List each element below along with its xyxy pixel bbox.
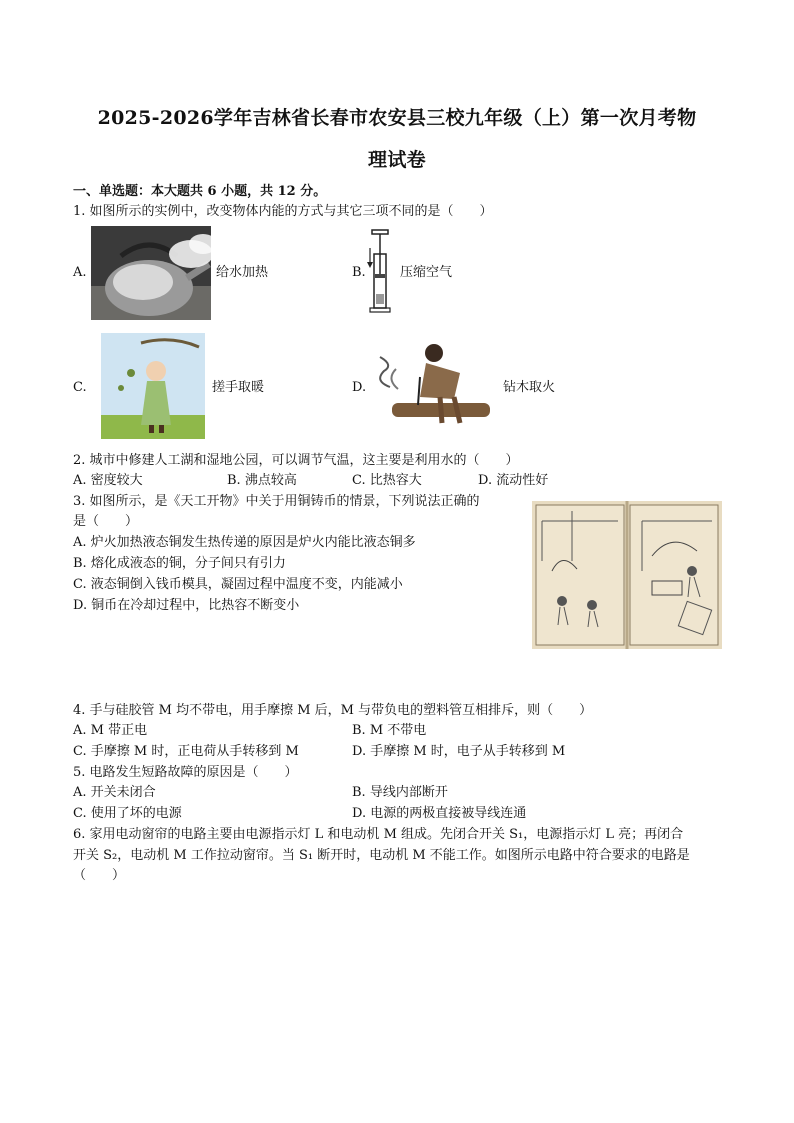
paper-title-line1: 2025-2026学年吉林省长春市农安县三校九年级（上）第一次月考物 xyxy=(97,107,697,129)
q4-stem: 4. 手与硅胶管 M 均不带电，用手摩擦 M 后，M 与带负电的塑料管互相排斥，则（ ） xyxy=(73,703,593,718)
q1-option-c-letter: C. xyxy=(73,380,87,395)
q4-option-d: D. 手摩擦 M 时，电子从手转移到 M xyxy=(352,744,566,759)
q1-option-d-letter: D. xyxy=(352,380,367,395)
drill-wood-fire-image xyxy=(370,337,498,429)
rubbing-hands-image xyxy=(101,333,205,439)
q6-stem-line1: 6. 家用电动窗帘的电路主要由电源指示灯 L 和电动机 M 组成。先闭合开关 S₁，电源指示灯 L 亮；再闭合 xyxy=(73,827,684,842)
q5-option-c: C. 使用了坏的电源 xyxy=(73,806,182,821)
q3-stem-line2: 是（ ） xyxy=(73,514,139,529)
q6-stem-line2: 开关 S₂，电动机 M 工作拉动窗帘。当 S₁ 断开时，电动机 M 不能工作。如图所示电路中符合要求的电路是 xyxy=(73,848,690,863)
q1-option-d-caption: 钻木取火 xyxy=(503,380,556,395)
q3-stem-line1: 3. 如图所示，是《天工开物》中关于用铜铸币的情景，下列说法正确的 xyxy=(73,494,480,509)
q4-option-b: B. M 不带电 xyxy=(352,723,427,738)
paper-title-line2: 理试卷 xyxy=(368,149,426,171)
q5-option-a: A. 开关未闭合 xyxy=(73,785,156,800)
q5-stem: 5. 电路发生短路故障的原因是（ ） xyxy=(73,765,298,780)
q1-option-a-letter: A. xyxy=(73,265,87,280)
q1-option-a-caption: 给水加热 xyxy=(216,265,269,280)
pump-cylinder-image xyxy=(366,228,396,316)
q1-stem: 1. 如图所示的实例中，改变物体内能的方式与其它三项不同的是（ ） xyxy=(73,204,493,219)
q3-option-b: B. 熔化成液态的铜，分子间只有引力 xyxy=(73,556,286,571)
q6-stem-line3: （ ） xyxy=(73,868,126,883)
tiangong-kaiwu-illustration xyxy=(532,501,722,649)
q2-option-c: C. 比热容大 xyxy=(352,473,422,488)
q1-option-c-caption: 搓手取暖 xyxy=(212,380,265,395)
q3-option-d: D. 铜币在冷却过程中，比热容不断变小 xyxy=(73,598,300,613)
q2-option-d: D. 流动性好 xyxy=(478,473,549,488)
q4-option-c: C. 手摩擦 M 时，正电荷从手转移到 M xyxy=(73,744,299,759)
q2-option-b: B. 沸点较高 xyxy=(227,473,297,488)
q3-option-a: A. 炉火加热液态铜发生热传递的原因是炉火内能比液态铜多 xyxy=(73,535,416,550)
q5-option-d: D. 电源的两极直接被导线连通 xyxy=(352,806,527,821)
q1-option-b-letter: B. xyxy=(352,265,366,280)
q3-option-c: C. 液态铜倒入钱币模具，凝固过程中温度不变，内能减小 xyxy=(73,577,403,592)
q2-option-a: A. 密度较大 xyxy=(73,473,143,488)
q4-option-a: A. M 带正电 xyxy=(73,723,148,738)
kettle-image xyxy=(91,226,211,320)
section-heading: 一、单选题：本大题共 6 小题，共 12 分。 xyxy=(73,184,327,199)
q5-option-b: B. 导线内部断开 xyxy=(352,785,448,800)
q2-stem: 2. 城市中修建人工湖和湿地公园，可以调节气温，这主要是利用水的（ ） xyxy=(73,453,519,468)
q1-option-b-caption: 压缩空气 xyxy=(400,265,453,280)
